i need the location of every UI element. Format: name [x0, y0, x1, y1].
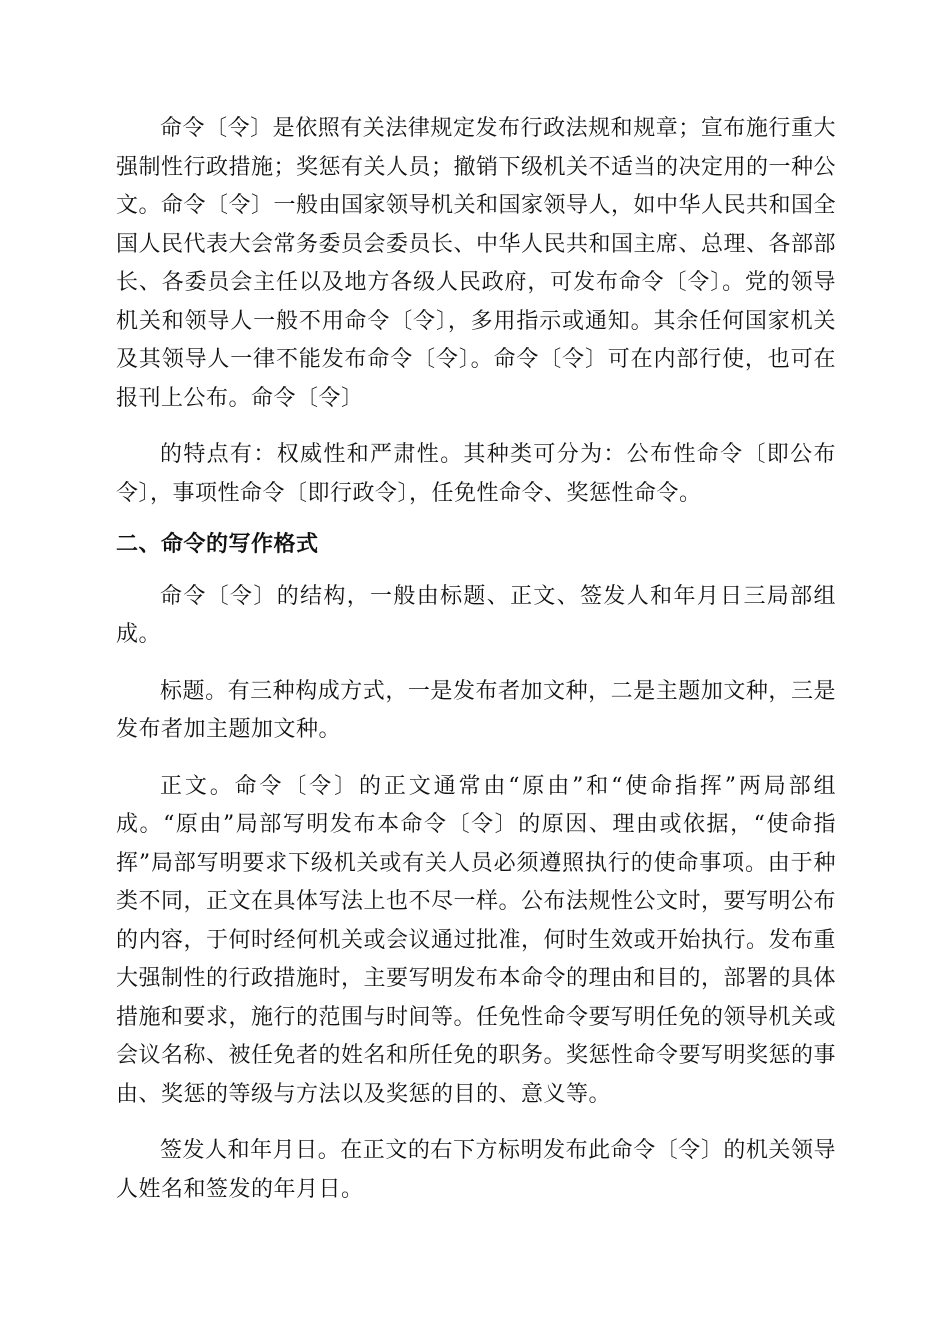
paragraph-intro: 命令〔令〕是依照有关法律规定发布行政法规和规章；宣布施行重大强制性行政措施；奖惩有关人员；撤销下级机关不适当的决定用的一种公文。命令〔令〕一般由国家领导机关和国家领导人，如中华人民共和国全国人民代表大会常务委员会委员长、中华人民共和国主席、总理、各部部长、各委员会主任以及地方各级人民政府，可发布命令〔令〕。党的领导机关和领导人一般不用命令〔令〕，多用指示或通知。其余任何国家机关及其领导人一律不能发布命令〔令〕。命令〔令〕可在内部行使，也可在报刊上公布。命令〔令〕	[116, 116, 837, 411]
paragraph-signer: 签发人和年月日。在正文的右下方标明发布此命令〔令〕的机关领导人姓名和签发的年月日。	[116, 1138, 836, 1202]
section-heading: 二、命令的写作格式	[116, 532, 319, 557]
document-page	[116, 110, 836, 1209]
paragraph-body: 正文。命令〔令〕的正文通常由“原由”和“使命指挥”两局部组成。“原由”局部写明发布本命令〔令〕的原因、理由或依据，“使命指挥”局部写明要求下级机关或有关人员必须遵照执行的使命事项。由于种类不同，正文在具体写法上也不尽一样。公布法规性公文时，要写明公布的内容，于何时经何机关或会议通过批准，何时生效或开始执行。发布重大强制性的行政措施时，主要写明发布本命令的理由和目的，部署的具体措施和要求，施行的范围与时间等。任免性命令要写明任免的领导机关或会议名称、被任免者的姓名和所任免的职务。奖惩性命令要写明奖惩的事由、奖惩的等级与方法以及奖惩的目的、意义等。	[116, 773, 837, 1107]
paragraph-structure: 命令〔令〕的结构，一般由标题、正文、签发人和年月日三局部组成。	[116, 583, 836, 647]
paragraph-features: 的特点有：权威性和严肃性。其种类可分为：公布性命令〔即公布令〕，事项性命令〔即行政令〕，任免性命令、奖惩性命令。	[116, 442, 836, 506]
paragraph-title: 标题。有三种构成方式，一是发布者加文种，二是主题加文种，三是发布者加主题加文种。	[116, 678, 836, 742]
